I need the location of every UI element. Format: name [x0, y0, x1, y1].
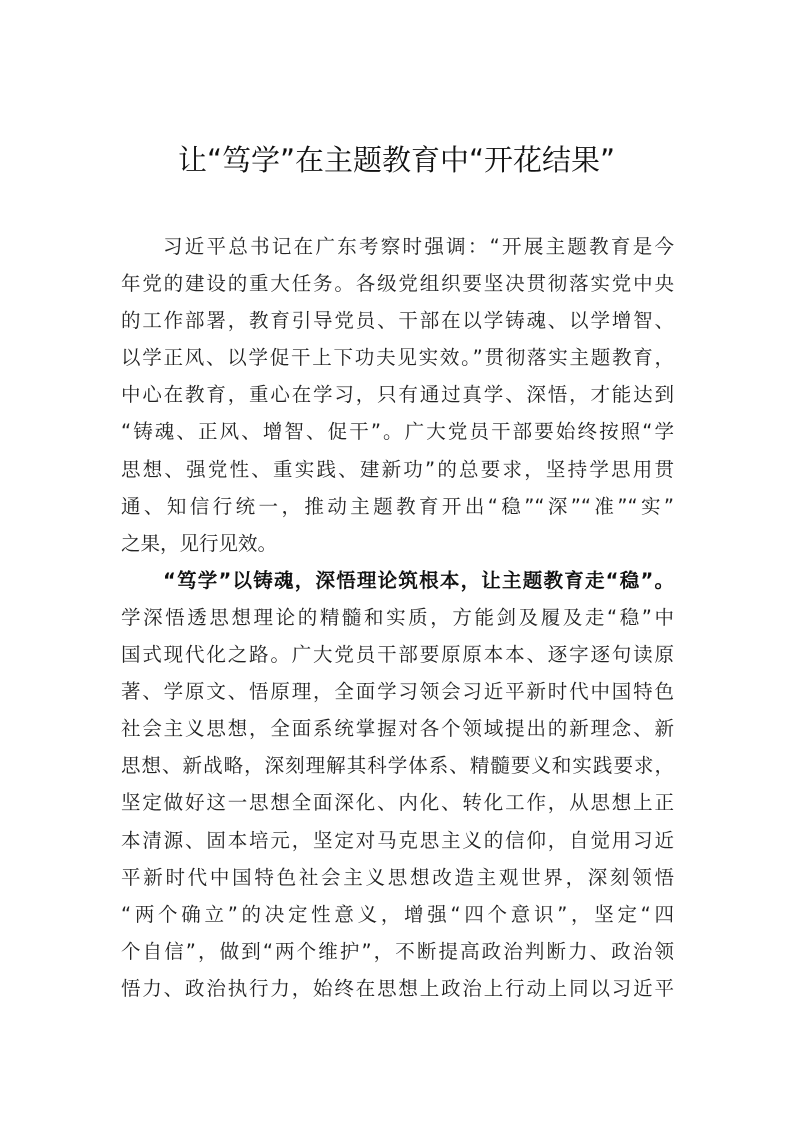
text-line: 思想、强党性、重实践、建新功”的总要求，坚持学思用贯 [121, 457, 674, 481]
text-line: 之果，见行见效。 [121, 531, 278, 555]
text-line: 的工作部署，教育引导党员、干部在以学铸魂、以学增智、 [121, 309, 674, 333]
text-line: 社会主义思想，全面系统掌握对各个领域提出的新理念、新 [121, 717, 674, 741]
text-line: 个自信”，做到“两个维护”，不断提高政治判断力、政治领 [121, 939, 674, 963]
document-body [121, 228, 674, 1007]
text-line: “铸魂、正风、增智、促干”。广大党员干部要始终按照“学 [121, 420, 674, 444]
text-line: 通、知信行统一，推动主题教育开出“稳”“深”“准”“实” [121, 494, 674, 518]
text-line: 平新时代中国特色社会主义思想改造主观世界，深刻领悟 [121, 865, 674, 889]
text-line: 著、学原文、悟原理，全面学习领会习近平新时代中国特色 [121, 680, 674, 704]
text-line: 悟力、政治执行力，始终在思想上政治上行动上同以习近平 [121, 976, 674, 1000]
section-heading: “笃学”以铸魂，深悟理论筑根本，让主题教育走“稳”。 [163, 568, 674, 592]
text-line: 本清源、固本培元，坚定对马克思主义的信仰，自觉用习近 [121, 828, 674, 852]
text-line: 国式现代化之路。广大党员干部要原原本本、逐字逐句读原 [121, 643, 674, 667]
text-line: 习近平总书记在广东考察时强调：“开展主题教育是今 [163, 235, 674, 258]
text-line: 年党的建设的重大任务。各级党组织要坚决贯彻落实党中央 [121, 272, 674, 296]
text-line: “两个确立”的决定性意义，增强“四个意识”，坚定“四 [121, 902, 674, 926]
document-title: 让“笃学”在主题教育中“开花结果” [177, 143, 616, 177]
text-line: 坚定做好这一思想全面深化、内化、转化工作，从思想上正 [121, 791, 674, 815]
text-line: 以学正风、以学促干上下功夫见实效。”贯彻落实主题教育， [121, 346, 674, 370]
paragraph-intro [121, 228, 674, 562]
text-line: 学深悟透思想理论的精髓和实质，方能剑及履及走“稳”中 [121, 605, 674, 629]
text-line: 思想、新战略，深刻理解其科学体系、精髓要义和实践要求， [121, 754, 674, 778]
text-line: 中心在教育，重心在学习，只有通过真学、深悟，才能达到 [121, 383, 674, 407]
paragraph-section-1 [121, 562, 674, 1007]
